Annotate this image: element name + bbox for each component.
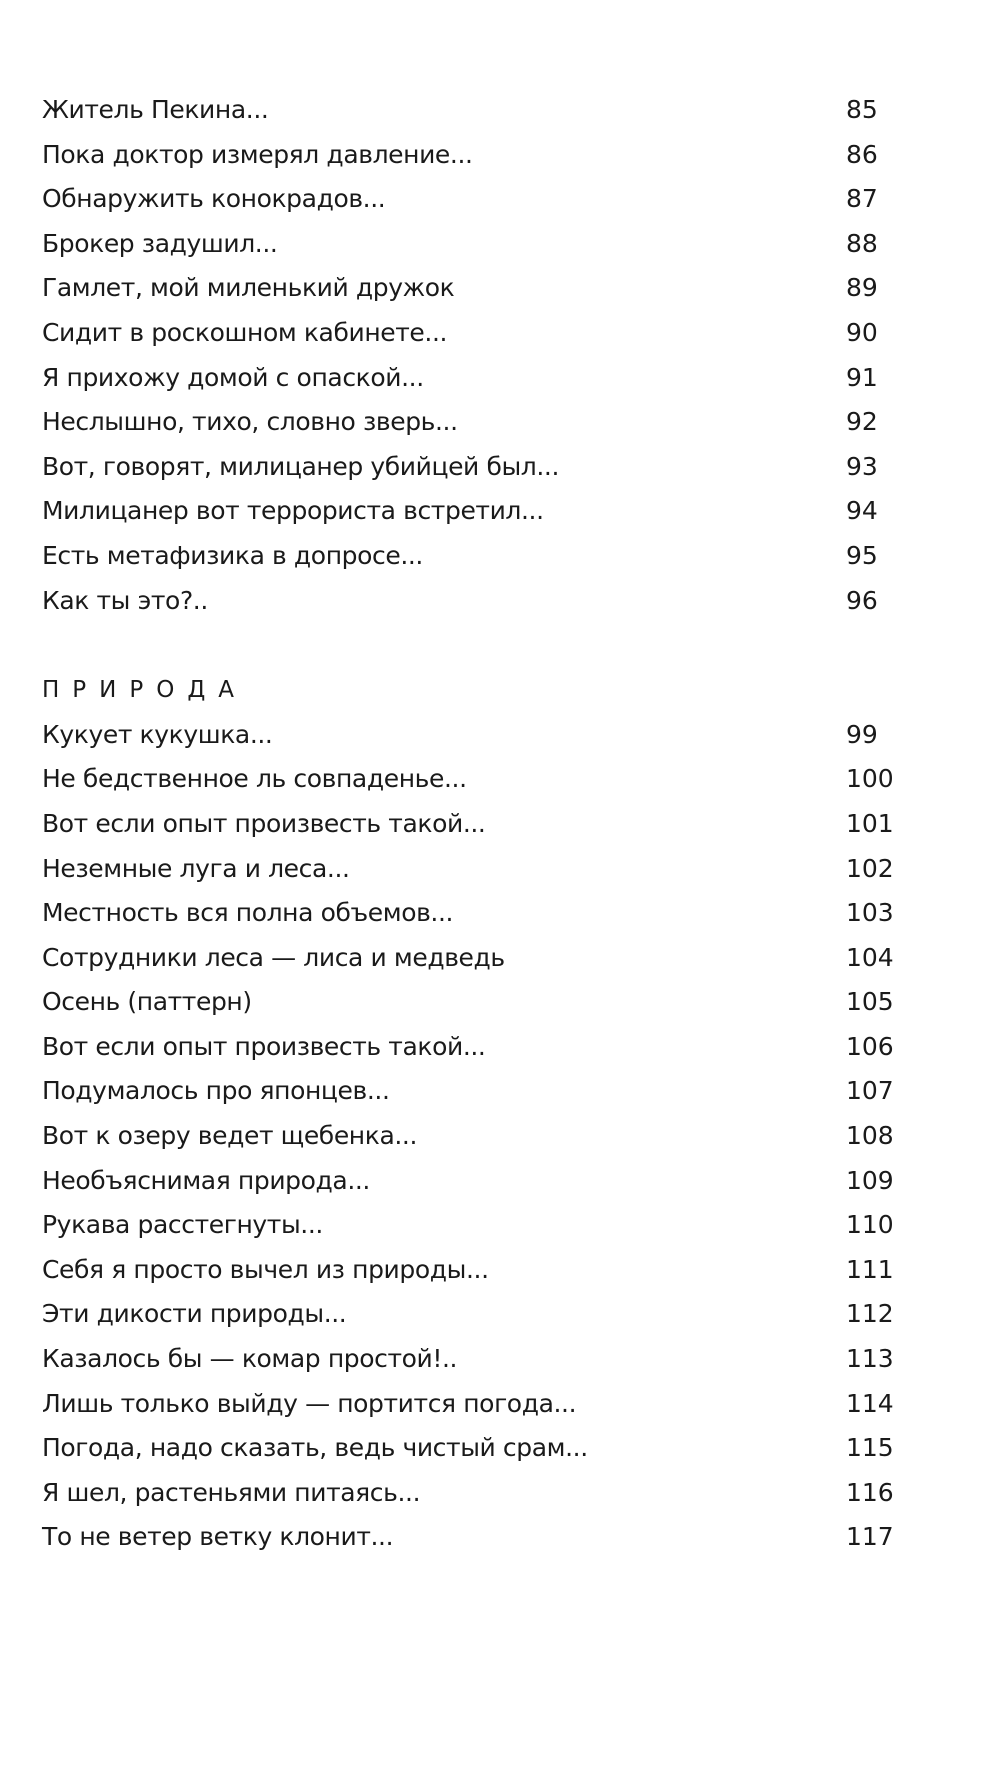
toc-entry[interactable] — [42, 1025, 902, 1070]
toc-entry-page: 91 — [846, 362, 878, 392]
toc-entry-page: 86 — [846, 139, 878, 169]
toc-entry[interactable] — [42, 1337, 902, 1382]
toc-entry[interactable] — [42, 311, 902, 356]
toc-entry-title: Погода, надо сказать, ведь чистый срам... — [42, 1433, 588, 1463]
toc-entry-page: 93 — [846, 451, 878, 481]
toc-entry-page: 115 — [846, 1433, 894, 1463]
toc-entry-title: Я шел, растеньями питаясь... — [42, 1477, 421, 1507]
toc-entry[interactable] — [42, 1426, 902, 1471]
toc-entry-title: Брокер задушил... — [42, 228, 278, 258]
toc-entry-page: 108 — [846, 1121, 894, 1151]
toc-entry-title: Местность вся полна объемов... — [42, 898, 454, 928]
toc-entry-title: Вот если опыт произвесть такой... — [42, 808, 486, 838]
toc-entry[interactable] — [42, 133, 902, 178]
toc-entry[interactable] — [42, 1159, 902, 1204]
toc-entry-page: 103 — [846, 898, 894, 928]
toc-entry-title: Сотрудники леса — лиса и медведь — [42, 942, 505, 972]
toc-entry-title: Есть метафизика в допросе... — [42, 540, 423, 570]
toc-entry[interactable] — [42, 1515, 902, 1560]
toc-entry-title: Необъяснимая природа... — [42, 1165, 370, 1195]
toc-entry[interactable] — [42, 891, 902, 936]
toc-entry-page: 99 — [846, 719, 878, 749]
toc-entry-title: Как ты это?.. — [42, 585, 208, 615]
toc-entry-title: Обнаружить конокрадов... — [42, 184, 386, 214]
toc-section-1 — [42, 88, 902, 623]
toc-section-nature — [42, 668, 902, 1560]
toc-entry-page: 114 — [846, 1388, 894, 1418]
toc-entry[interactable] — [42, 445, 902, 490]
toc-entry-page: 110 — [846, 1210, 894, 1240]
toc-entry[interactable] — [42, 847, 902, 892]
toc-entry-page: 112 — [846, 1299, 894, 1329]
toc-entry-page: 102 — [846, 853, 894, 883]
toc-entry-page: 107 — [846, 1076, 894, 1106]
toc-entry-page: 111 — [846, 1254, 894, 1284]
toc-entry-title: Неземные луга и леса... — [42, 853, 350, 883]
toc-entry-page: 101 — [846, 808, 894, 838]
toc-entry-page: 88 — [846, 228, 878, 258]
toc-entry-page: 100 — [846, 764, 894, 794]
toc-entry-page: 95 — [846, 540, 878, 570]
toc-entry-page: 116 — [846, 1477, 894, 1507]
toc-entry[interactable] — [42, 1069, 902, 1114]
toc-entry[interactable] — [42, 400, 902, 445]
toc-entry-title: Вот к озеру ведет щебенка... — [42, 1121, 418, 1151]
toc-entry-page: 89 — [846, 273, 878, 303]
toc-entry[interactable] — [42, 1292, 902, 1337]
toc-entry-page: 85 — [846, 95, 878, 124]
toc-entry-page: 94 — [846, 496, 878, 526]
toc-entry-page: 105 — [846, 987, 894, 1017]
toc-entry[interactable] — [42, 579, 902, 624]
toc-entry-title: Лишь только выйду — портится погода... — [42, 1388, 577, 1418]
toc-entry-page: 117 — [846, 1522, 894, 1552]
toc-entry-title: Казалось бы — комар простой!.. — [42, 1344, 458, 1374]
toc-entry-page: 109 — [846, 1165, 894, 1195]
toc-entry-title: Вот, говорят, милицанер убийцей был... — [42, 451, 560, 481]
toc-entry[interactable] — [42, 534, 902, 579]
toc-entry[interactable] — [42, 1203, 902, 1248]
toc-entry[interactable] — [42, 802, 902, 847]
section-heading: ПРИРОДА — [42, 677, 248, 704]
toc-entry-title: Неслышно, тихо, словно зверь... — [42, 407, 458, 437]
toc-entry-title: Себя я просто вычел из природы... — [42, 1254, 489, 1284]
toc-entry[interactable] — [42, 757, 902, 802]
toc-entry-page: 87 — [846, 184, 878, 214]
toc-entry-title: Милицанер вот террориста встретил... — [42, 496, 544, 526]
toc-entry-page: 90 — [846, 317, 878, 347]
toc-entry[interactable] — [42, 713, 902, 758]
toc-entry[interactable] — [42, 1114, 902, 1159]
toc-entry[interactable] — [42, 266, 902, 311]
toc-entry-page: 104 — [846, 942, 894, 972]
section-spacer — [42, 623, 902, 668]
toc-entry-title: То не ветер ветку клонит... — [42, 1522, 394, 1552]
toc-entry-title: Рукава расстегнуты... — [42, 1210, 323, 1240]
toc-entry[interactable] — [42, 1471, 902, 1516]
toc-entry-page: 106 — [846, 1031, 894, 1061]
toc-entry-title: Подумалось про японцев... — [42, 1076, 390, 1106]
toc-entry[interactable] — [42, 1248, 902, 1293]
toc-entry[interactable] — [42, 980, 902, 1025]
table-of-contents — [42, 88, 902, 1560]
toc-entry-page: 92 — [846, 407, 878, 437]
toc-entry-page: 96 — [846, 585, 878, 615]
toc-entry-title: Не бедственное ль совпаденье... — [42, 764, 467, 794]
toc-entry-title: Сидит в роскошном кабинете... — [42, 317, 448, 347]
toc-entry-title: Гамлет, мой миленький дружок — [42, 273, 455, 303]
toc-entry[interactable] — [42, 489, 902, 534]
toc-entry-title: Кукует кукушка... — [42, 719, 273, 749]
toc-entry[interactable] — [42, 936, 902, 981]
toc-entry[interactable] — [42, 356, 902, 401]
toc-entry[interactable] — [42, 88, 902, 133]
toc-entry-title: Житель Пекина... — [42, 95, 269, 124]
toc-entry-page: 113 — [846, 1344, 894, 1374]
toc-entry-title: Осень (паттерн) — [42, 987, 252, 1017]
toc-entry-title: Пока доктор измерял давление... — [42, 139, 473, 169]
toc-entry[interactable] — [42, 222, 902, 267]
toc-entry-title: Я прихожу домой с опаской... — [42, 362, 424, 392]
toc-entry[interactable] — [42, 1382, 902, 1427]
toc-entry-title: Вот если опыт произвесть такой... — [42, 1031, 486, 1061]
toc-entry[interactable] — [42, 177, 902, 222]
toc-entry-title: Эти дикости природы... — [42, 1299, 347, 1329]
